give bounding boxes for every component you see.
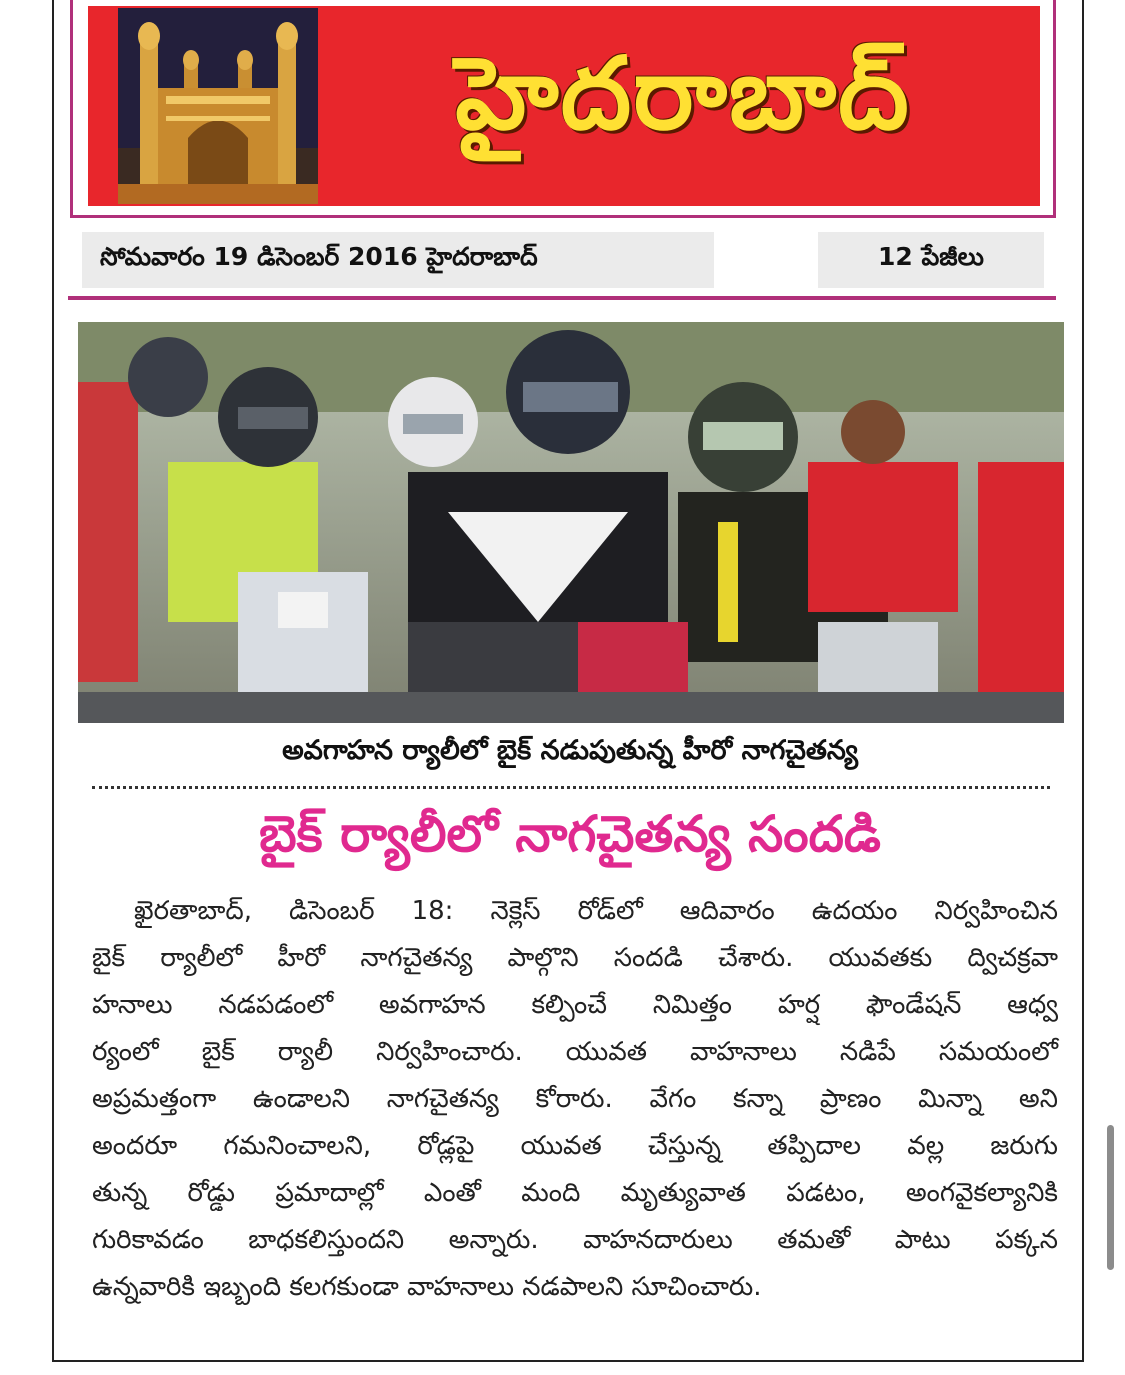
photo-caption: అవగాహన ర్యాలీలో బైక్ నడుపుతున్న హీరో నాగచైతన్య: [282, 735, 858, 766]
article-line: ర్యంలో బైక్ ర్యాలీ నిర్వహించారు. యువత వాహనాలు నడిపే సమయంలో: [92, 1037, 1058, 1067]
article-line: హనాలు నడపడంలో అవగాహన కల్పించే నిమిత్తం హర్ష ఫౌండేషన్ ఆధ్వ: [92, 990, 1058, 1020]
charminar-icon: [118, 8, 318, 204]
bike-rally-photo: [78, 322, 1064, 723]
article-line: తున్న రోడ్డు ప్రమాదాల్లో ఎంతో మంది మృత్యువాత పడటం, అంగవైకల్యానికి: [92, 1178, 1058, 1208]
article-line: ఉన్నవారికి ఇబ్బంది కలగకుండా వాహనాలు నడపాలని సూచించారు.: [92, 1272, 762, 1302]
divider: [68, 296, 1056, 300]
article-line: గురికావడం బాధకలిస్తుందని అన్నారు. వాహనదారులు తమతో పాటు పక్కన: [92, 1225, 1058, 1255]
article-line: బైక్ ర్యాలీలో హీరో నాగచైతన్య పాల్గొని సందడి చేశారు. యువతకు ద్విచక్రవా: [92, 943, 1058, 973]
article-line: ఖైరతాబాద్, డిసెంబర్ 18: నెక్లెస్ రోడ్‌లో ఆదివారం ఉదయం నిర్వహించిన: [134, 896, 1058, 926]
scrollbar[interactable]: [1107, 1125, 1114, 1270]
dotted-divider: [92, 786, 1050, 789]
newspaper-title: హైదరాబాద్: [455, 35, 911, 152]
dateline: సోమవారం 19 డిసెంబర్ 2016 హైదరాబాద్: [82, 232, 714, 288]
masthead: [88, 6, 1040, 206]
article-line: అందరూ గమనించాలని, రోడ్లపై యువత చేస్తున్న తప్పిదాల వల్ల జరుగు: [92, 1131, 1058, 1161]
page-count: 12 పేజీలు: [818, 232, 1044, 288]
article-line: అప్రమత్తంగా ఉండాలని నాగచైతన్య కోరారు. వేగం కన్నా ప్రాణం మిన్నా అని: [92, 1084, 1058, 1114]
article-headline: బైక్ ర్యాలీలో నాగచైతన్య సందడి: [259, 804, 881, 863]
article-body: [92, 888, 1058, 1311]
